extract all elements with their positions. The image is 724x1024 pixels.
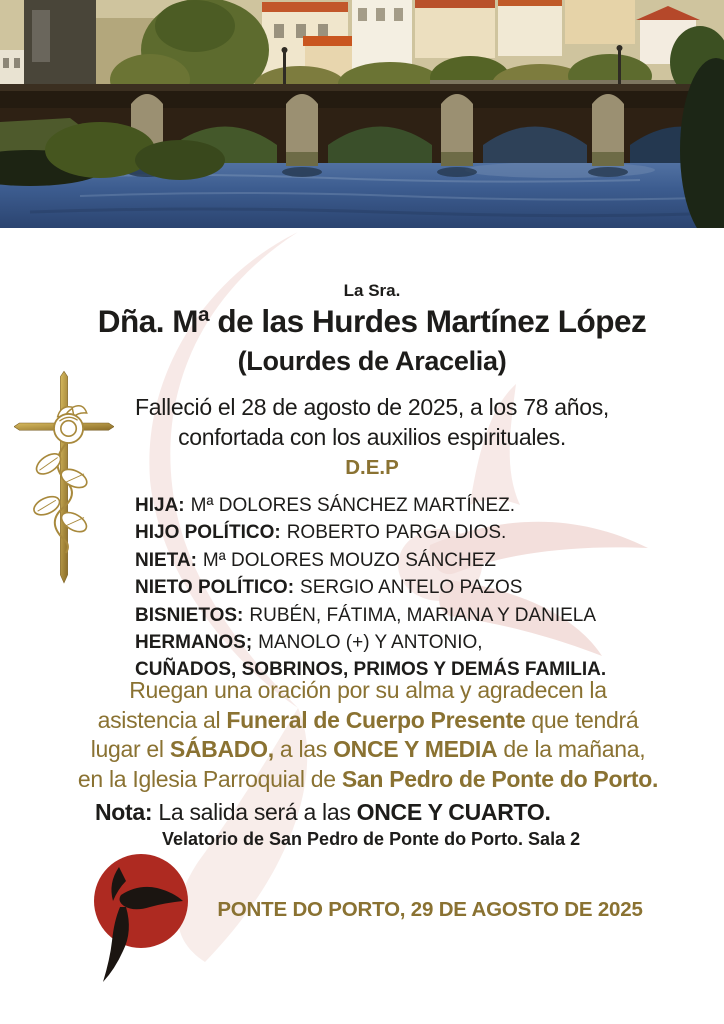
relation-label: HIJA: xyxy=(135,495,185,516)
note-line xyxy=(95,799,551,826)
family-row xyxy=(135,519,612,546)
announcement-line xyxy=(44,765,692,795)
family-row xyxy=(135,547,612,574)
note-bold: ONCE Y CUARTO. xyxy=(356,799,551,825)
announcement-text: asistencia al xyxy=(97,706,227,733)
announcement-bold: San Pedro de Ponte do Porto. xyxy=(341,765,659,792)
deceased-alias: (Lourdes de Aracelia) xyxy=(237,346,507,376)
pretitle: La Sra. xyxy=(343,281,401,300)
announcement-line xyxy=(44,676,692,706)
announcement-text: Ruegan una oración por su alma y agradecen la xyxy=(129,677,607,703)
funeral-announcement xyxy=(44,676,692,794)
note-bold: Nota: xyxy=(95,799,153,825)
announcement-line xyxy=(44,706,692,736)
announcement-bold: SÁBADO, xyxy=(169,736,274,763)
relation-names: Mª DOLORES MOUZO SÁNCHEZ xyxy=(202,549,497,571)
relation-label: CUÑADOS, SOBRINOS, PRIMOS Y DEMÁS FAMILIA. xyxy=(135,659,607,681)
announcement-text: de la mañana, xyxy=(497,736,646,763)
family-row xyxy=(135,602,612,629)
announcement-text: lugar el xyxy=(90,736,170,763)
announcement-text: que tendrá xyxy=(525,706,639,733)
announcement-text: en la Iglesia Parroquial de xyxy=(77,765,342,792)
death-line-2: confortada con los auxilios espirituales. xyxy=(178,424,566,450)
dep-abbreviation: D.E.P xyxy=(345,456,399,479)
relation-names: ROBERTO PARGA DIOS. xyxy=(286,522,507,544)
note-text: La salida será a las xyxy=(152,799,357,825)
deceased-name: Dña. Mª de las Hurdes Martínez López xyxy=(97,303,647,339)
relation-names: Mª DOLORES SÁNCHEZ MARTÍNEZ. xyxy=(190,495,516,516)
announcement-text: a las xyxy=(273,736,334,763)
relation-label: HERMANOS; xyxy=(135,632,253,654)
family-list xyxy=(135,492,612,684)
family-row xyxy=(135,574,612,601)
announcement-bold: ONCE Y MEDIA xyxy=(333,736,498,763)
relation-names: RUBÉN, FÁTIMA, MARIANA Y DANIELA xyxy=(249,604,597,626)
announcement-line xyxy=(44,735,692,765)
relation-names: SERGIO ANTELO PAZOS xyxy=(300,577,523,599)
family-row xyxy=(135,629,612,656)
family-row xyxy=(135,492,612,519)
bridge-photo xyxy=(0,0,724,228)
relation-label: NIETO POLÍTICO: xyxy=(135,577,295,599)
relation-label: NIETA: xyxy=(135,549,197,571)
relation-label: BISNIETOS: xyxy=(135,604,244,626)
death-line-1: Falleció el 28 de agosto de 2025, a los 78 años, xyxy=(134,394,610,420)
place-date-line: PONTE DO PORTO, 29 DE AGOSTO DE 2025 xyxy=(217,898,643,921)
wake-venue: Velatorio de San Pedro de Ponte do Porto. Sala 2 xyxy=(162,829,581,849)
relation-label: HIJO POLÍTICO: xyxy=(135,522,281,544)
announcement-bold: Funeral de Cuerpo Presente xyxy=(226,706,526,733)
relation-names: MANOLO (+) Y ANTONIO, xyxy=(258,632,483,654)
bird-logo xyxy=(80,851,206,989)
